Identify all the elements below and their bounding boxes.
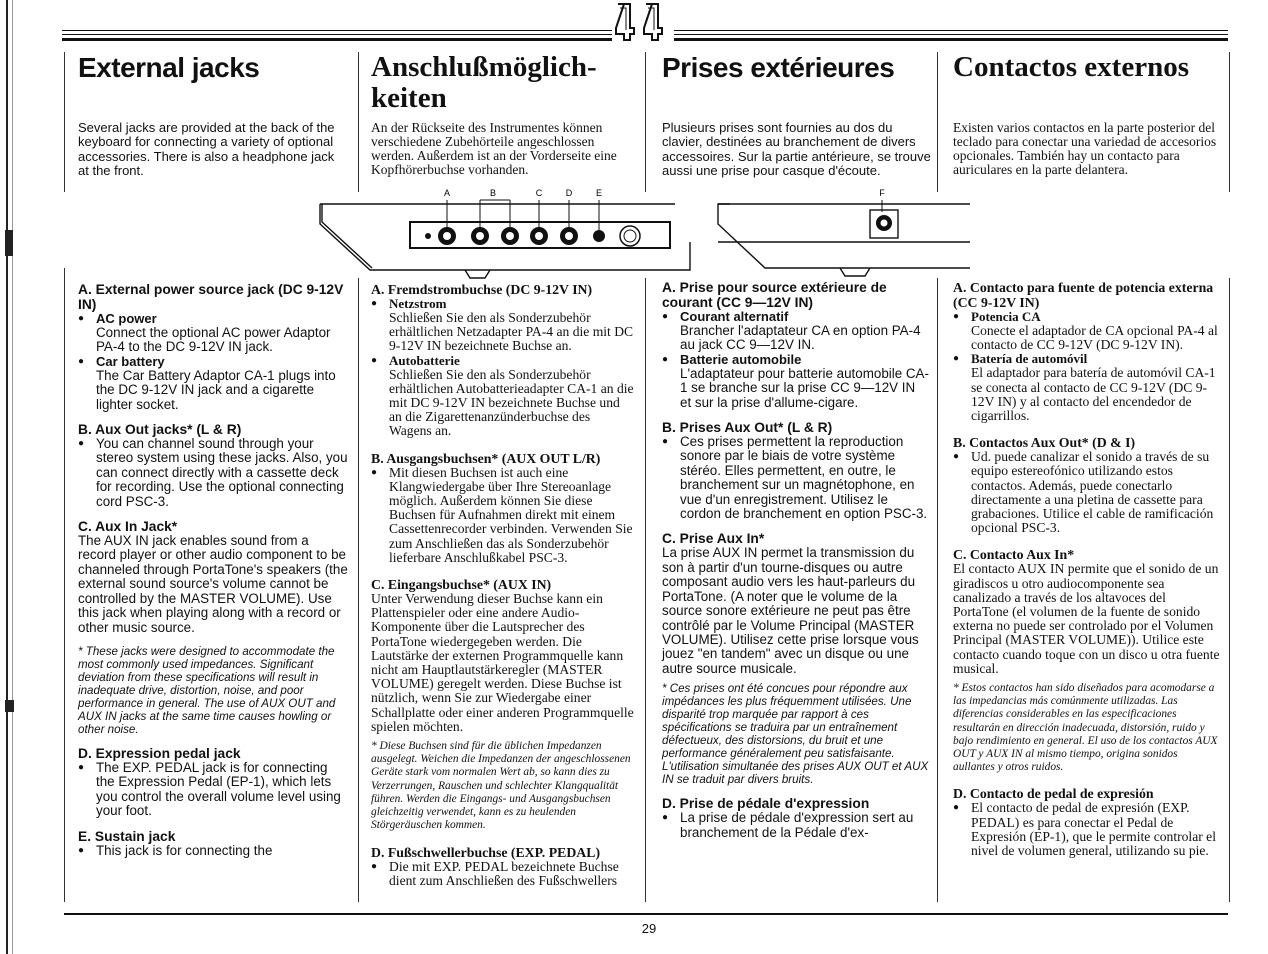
german-bullet-netzstrom: ● Netzstrom bbox=[371, 297, 636, 311]
spanish-footnote: * Estos contactos han sido diseñados para acomodarse a las impedancias más comúnmente utilizadas. Las diferencias considerables en las especificaciones resultarán en dirección inadecuada, distorsión, ruido y bajo rendimiento en general. El uso de los contactos AUX OUT y AUX IN al mismo tiempo, origina sonidos aullantes y otros ruidos. bbox=[953, 682, 1218, 774]
column-divider bbox=[645, 52, 646, 192]
column-divider bbox=[1229, 278, 1230, 902]
french-section-b-text: ● Ces prises permettent la reproduction sonore par le biais de votre système stéréo. Elles permettent, en outre, le branchement sur un magnétophone, en vue d'un enregistrement. Utilisez le cordon de branchement en option PSC-3. bbox=[662, 435, 930, 521]
english-section-e-text: ● This jack is for connecting the bbox=[78, 844, 348, 858]
column-divider bbox=[64, 52, 65, 192]
german-bullet-autobatterie: ● Autobatterie bbox=[371, 354, 636, 368]
french-batterie-text: L'adaptateur pour batterie automobile CA-1 se branche sur la prise CC 9—12V IN et sur la prise d'allume-cigare. bbox=[680, 365, 929, 410]
page-title-german-line2: keiten bbox=[371, 82, 447, 114]
french-bullet-courant: ● Courant alternatif bbox=[662, 310, 930, 324]
diagram-label-a: A bbox=[443, 188, 451, 198]
diagram-label-b: B bbox=[489, 188, 497, 198]
column-divider bbox=[358, 52, 359, 192]
english-section-c-title: C. Aux In Jack* bbox=[78, 519, 178, 535]
english-section-c-text: The AUX IN jack enables sound from a record player or other audio component to be channeled through PortaTone's speakers (the external sound source's volume cannot be controlled by the MASTER VOLUME). Use this jack when playing along with a record or other music source. bbox=[78, 533, 348, 635]
spanish-bateria-text: El adaptador para batería de automóvil CA-1 se conecta al contacto de CC 9-12V (DC 9-12V IN) y al contacto del encendedor de cigarrillos. bbox=[971, 365, 1216, 424]
jack-panel-diagram bbox=[310, 182, 980, 282]
intro-french: Plusieurs prises sont fournies au dos du clavier, destinées au branchement de divers accessoires. Sur la partie antérieure, se trouve aussi une prise pour casque d'écoute. bbox=[662, 120, 931, 179]
german-section-b-text: ● Mit diesen Buchsen ist auch eine Klangwiedergabe über Ihre Stereoanlage möglich. Außerdem können Sie diese Buchsen für Aufnahmen direkt mit einem Cassettenrecorder verbinden. Verwenden Sie zum Anschließen das als Sonderzubehör lieferbare Anschlußkabel PSC-3. bbox=[371, 466, 636, 565]
german-section-c-text: Unter Verwendung dieser Buchse kann ein Plattenspieler oder eine andere Audio-Komponente über die Lautsprecher des PortaTone wiedergegeben werden. Die Lautstärke der externen Programmquelle kann nicht am Hauptlautstärkeregler (MASTER VOLUME) geregelt werden. Diese Buchse ist nützlich, wenn Sie zur Wiedergabe einer Schallplatte oder einer anderen Programmquelle spielen möchten. bbox=[371, 591, 634, 734]
spanish-bullet-bateria: ● Batería de automóvil bbox=[953, 352, 1221, 366]
french-section-d-title: D. Prise de pédale d'expression bbox=[662, 796, 870, 812]
german-section-b-title: B. Ausgangsbuchsen* (AUX OUT L/R) bbox=[371, 450, 601, 466]
english-car-battery-text: The Car Battery Adaptor CA-1 plugs into the DC 9-12V IN jack and a cigarette lighter socket. bbox=[96, 367, 336, 412]
french-section-c-title: C. Prise Aux In* bbox=[662, 531, 765, 547]
spanish-column bbox=[953, 280, 1221, 858]
french-section-d-text: ● La prise de pédale d'expression sert au branchement de la Pédale d'ex- bbox=[662, 811, 930, 840]
english-section-b-title: B. Aux Out jacks* (L & R) bbox=[78, 422, 242, 438]
footer-rule bbox=[64, 913, 1228, 915]
column-divider bbox=[937, 52, 938, 192]
diagram-label-f: F bbox=[879, 188, 885, 198]
english-section-a-title: A. External power source jack (DC 9-12V IN) bbox=[78, 282, 344, 312]
column-divider bbox=[645, 278, 646, 902]
page-title-english: External jacks bbox=[78, 52, 260, 83]
spanish-bullet-potencia: ● Potencia CA bbox=[953, 310, 1221, 324]
intro-english: Several jacks are provided at the back of the keyboard for connecting a variety of optional accessories. There is also a headphone jack at the front. bbox=[78, 120, 335, 179]
french-section-c-text: La prise AUX IN permet la transmission du son à partir d'un tourne-disques ou autre composant audio vers les haut-parleurs du PortaTone. (A noter que le volume de la source sonore extérieure ne peut pas être contrôlé par le Volume Principal (MASTER VOLUME). Utilisez cette prise lorsque vous jouez "en tandem" avec un disque ou une autre source musicale. bbox=[662, 545, 919, 676]
german-section-a-title: A. Fremdstrombuchse (DC 9-12V IN) bbox=[371, 282, 593, 297]
english-section-e-title: E. Sustain jack bbox=[78, 828, 176, 844]
french-section-b-title: B. Prises Aux Out* (L & R) bbox=[662, 420, 833, 436]
german-section-c-title: C. Eingangsbuchse* (AUX IN) bbox=[371, 577, 552, 593]
english-ac-power-text: Connect the optional AC power Adaptor PA-4 to the DC 9-12V IN jack. bbox=[96, 325, 331, 355]
french-section-a-title: A. Prise pour source extérieure de courant (CC 9—12V IN) bbox=[662, 280, 887, 310]
page-title-french: Prises extérieures bbox=[662, 52, 895, 83]
french-footnote: * Ces prises ont été concues pour répondre aux impédances les plus fréquemment utilisées. Une disparité trop marquée par rapport à ces spécifications se traduira par un entraînement défectueux, des distorsions, du bruit et une performance généralement peu satisfaisante. L'utilisation simultanée des prises AUX OUT et AUX IN se traduit par divers bruits. bbox=[662, 682, 929, 787]
binder-edge bbox=[0, 0, 20, 954]
german-footnote: * Diese Buchsen sind für die üblichen Impedanzen ausgelegt. Weichen die Impedanzen der angeschlossenen Geräte stark vom normalen Wert ab, so kann dies zu Verzerrungen, Rauschen und schlechter Klangqualität führen. Werden die Eingangs- und Ausgangsbuchsen gleichzeitig verwendet, kann es zu heulenden Störgeräuschen kommen. bbox=[371, 740, 631, 832]
column-divider bbox=[358, 278, 359, 902]
english-section-b-text: ● You can channel sound through your stereo system using these jacks. Also, you can connect directly with a cassette deck for recording. Use the optional connecting cord PSC-3. bbox=[78, 437, 348, 509]
english-column bbox=[78, 282, 348, 858]
german-netzstrom-text: Schließen Sie den als Sonderzubehör erhältlichen Netzadapter PA-4 an die mit DC 9-12V IN bezeichnete Buchse an. bbox=[389, 310, 634, 354]
diagram-label-e: E bbox=[595, 188, 603, 198]
spanish-section-d-title: D. Contacto de pedal de expresión bbox=[953, 786, 1154, 802]
spanish-section-c-title: C. Contacto Aux In* bbox=[953, 547, 1075, 563]
english-bullet-car-battery: ● Car battery bbox=[78, 355, 348, 369]
page-title-german bbox=[371, 52, 597, 114]
german-autobatterie-text: Schließen Sie den als Sonderzubehör erhältlichen Autobatterieadapter CA-1 an die mit DC 9-12V IN bezeichnete Buchse und an die Zigarettenanzünderbuchse des Wagens an. bbox=[389, 366, 634, 439]
german-column bbox=[371, 282, 636, 888]
page-title-spanish: Contactos externos bbox=[953, 51, 1189, 83]
intro-german: An der Rückseite des Instrumentes können verschiedene Zubehörteile angeschlossen werden. Außerdem ist an der Vorderseite eine Kopfhörerbuchse vorhanden. bbox=[371, 120, 617, 177]
german-section-d-title: D. Fußschwellerbuchse (EXP. PEDAL) bbox=[371, 844, 601, 860]
page-title-german-line1: Anschlußmöglich- bbox=[371, 51, 597, 83]
french-column bbox=[662, 280, 930, 840]
spanish-section-c-text: El contacto AUX IN permite que el sonido de un giradiscos u otro audiocomponente sea canalizado a través de los altavoces del PortaTone (el volumen de la fuente de sonido externa no puede ser controlado por el Volumen Principal (MASTER VOLUME)). Utilice este contacto cuando toque con un disco u otra fuente musical. bbox=[953, 561, 1220, 676]
header-ornament-icon bbox=[612, 0, 674, 46]
french-courant-text: Brancher l'adaptateur CA en option PA-4 au jack CC 9—12V IN. bbox=[680, 323, 921, 353]
spanish-section-b-title: B. Contactos Aux Out* (D & I) bbox=[953, 435, 1136, 451]
spanish-section-b-text: ● Ud. puede canalizar el sonido a través de su equipo estereofónico utilizando estos contactos. Además, puede conectarlo directamente a una pletina de cassette para grabaciones. Utilice el cable de ramificación opcional PSC-3. bbox=[953, 450, 1221, 535]
english-section-d-text: ● The EXP. PEDAL jack is for connecting the Expression Pedal (EP-1), which lets you control the overall volume level using your foot. bbox=[78, 761, 348, 819]
spanish-section-a-title: A. Contacto para fuente de potencia externa (CC 9-12V IN) bbox=[953, 280, 1214, 310]
column-divider bbox=[937, 278, 938, 902]
spanish-potencia-text: Conecte el adaptador de CA opcional PA-4 al contacto de CC 9-12V (DC 9-12V IN). bbox=[971, 323, 1218, 353]
column-divider bbox=[1229, 52, 1230, 192]
spanish-section-d-text: ● El contacto de pedal de expresión (EXP. PEDAL) es para conectar el Pedal de Expresión (EP-1), que le permite controlar el nivel de volumen general, utilizando su pie. bbox=[953, 801, 1221, 858]
french-bullet-batterie: ● Batterie automobile bbox=[662, 353, 930, 367]
intro-spanish: Existen varios contactos en la parte posterior del teclado para conectar una variedad de accesorios opcionales. También hay un contacto para auriculares en la parte delantera. bbox=[953, 120, 1217, 177]
english-footnote: * These jacks were designed to accommodate the most commonly used impedances. Significant deviation from these specifications will result in inadequate drive, distortion, noise, and poor performance in general. The use of AUX OUT and AUX IN jacks at the same time causes howling or other noise. bbox=[78, 644, 336, 736]
german-section-d-text: ● Die mit EXP. PEDAL bezeichnete Buchse dient zum Anschließen des Fußschwellers bbox=[371, 860, 636, 888]
page-number: 29 bbox=[641, 921, 657, 936]
english-bullet-ac-power: ● AC power bbox=[78, 312, 348, 326]
diagram-label-c: C bbox=[535, 188, 543, 198]
diagram-label-d: D bbox=[565, 188, 573, 198]
column-divider bbox=[64, 268, 65, 902]
english-section-d-title: D. Expression pedal jack bbox=[78, 745, 241, 761]
